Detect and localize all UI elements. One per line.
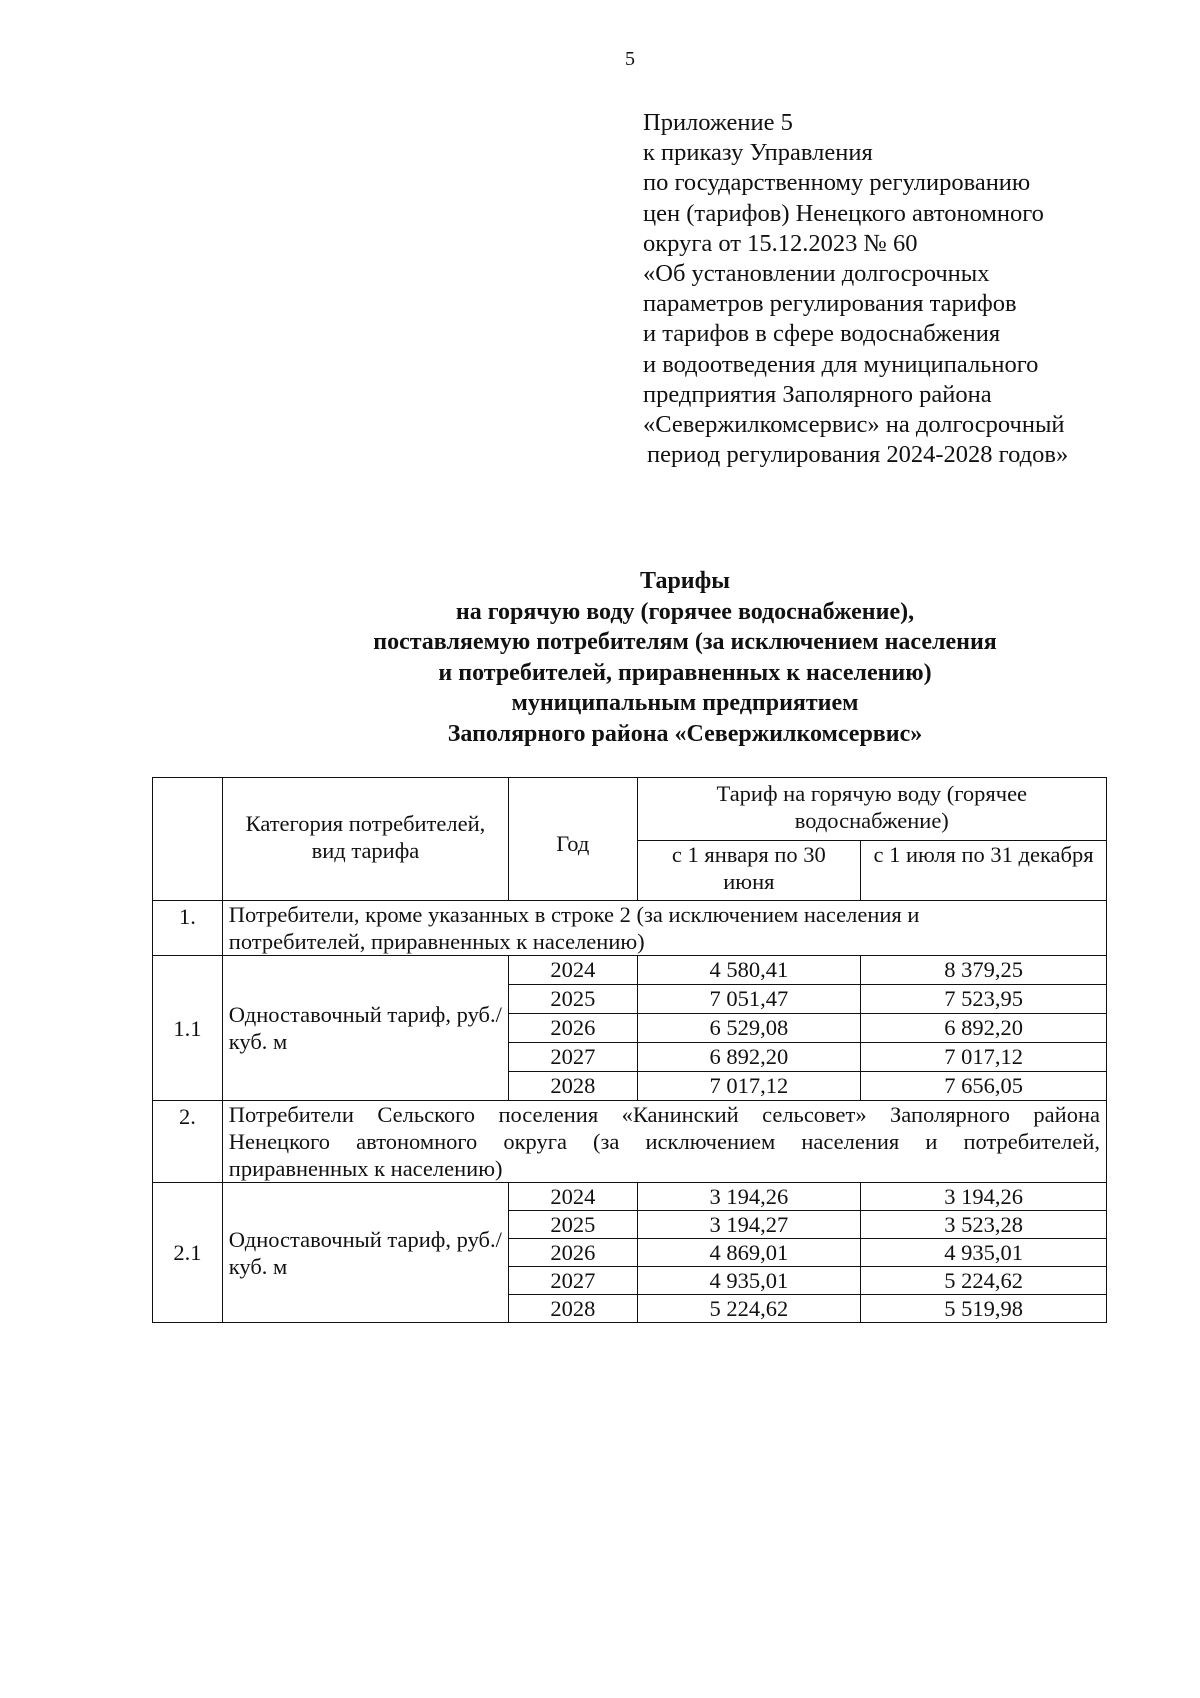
- year-cell: 2025: [509, 1211, 637, 1239]
- year-cell: 2027: [509, 1043, 637, 1072]
- section-number: 2.: [153, 1101, 223, 1183]
- tariff-value-h1: 4 935,01: [637, 1267, 861, 1295]
- tariff-type: Одноставочный тариф, руб./куб. м: [222, 1183, 508, 1323]
- tariff-value-h1: 7 017,12: [637, 1072, 861, 1101]
- header-year: Год: [509, 778, 637, 901]
- appendix-line: округа от 15.12.2023 № 60: [643, 229, 918, 257]
- year-cell: 2027: [509, 1267, 637, 1295]
- appendix-line: «Севержилкомсервис» на долгосрочный: [643, 411, 1065, 439]
- tariff-value-h1: 3 194,26: [637, 1183, 861, 1211]
- tariff-value-h1: 5 224,62: [637, 1295, 861, 1323]
- year-cell: 2024: [509, 956, 637, 985]
- table-row: [153, 1183, 1107, 1211]
- tariff-value-h1: 6 529,08: [637, 1014, 861, 1043]
- title-line: Заполярного района «Севержилкомсервис»: [447, 720, 923, 747]
- year-cell: 2026: [509, 1239, 637, 1267]
- tariff-value-h2: 6 892,20: [861, 1014, 1107, 1043]
- document-title: [150, 566, 1200, 749]
- tariff-value-h2: 5 224,62: [861, 1267, 1107, 1295]
- appendix-line: и тарифов в сфере водоснабжения: [643, 320, 1001, 348]
- year-cell: 2028: [509, 1295, 637, 1323]
- title-line: на горячую воду (горячее водоснабжение),: [455, 598, 915, 625]
- tariff-value-h2: 7 017,12: [861, 1043, 1107, 1072]
- year-cell: 2025: [509, 985, 637, 1014]
- appendix-line: по государственному регулированию: [643, 169, 1031, 197]
- header-num-cell: [153, 778, 223, 901]
- year-cell: 2026: [509, 1014, 637, 1043]
- tariff-value-h2: 7 656,05: [861, 1072, 1107, 1101]
- year-cell: 2024: [509, 1183, 637, 1211]
- appendix-line: и водоотведения для муниципального: [643, 350, 1039, 378]
- subsection-number: 2.1: [153, 1183, 223, 1323]
- section-row: [153, 1101, 1107, 1183]
- tariff-type: Одноставочный тариф, руб./куб. м: [222, 956, 508, 1101]
- tariff-value-h1: 4 580,41: [637, 956, 861, 985]
- tariff-value-h2: 8 379,25: [861, 956, 1107, 985]
- header-tariff: Тариф на горячую воду (горячее водоснабжение): [637, 778, 1106, 841]
- section-row: [153, 901, 1107, 956]
- year-cell: 2028: [509, 1072, 637, 1101]
- title-line: муниципальным предприятием: [511, 690, 859, 716]
- appendix-line: предприятия Заполярного района: [643, 380, 992, 408]
- appendix-line: к приказу Управления: [643, 139, 873, 167]
- subsection-number: 1.1: [153, 956, 223, 1101]
- tariff-value-h2: 5 519,98: [861, 1295, 1107, 1323]
- tariff-value-h1: 6 892,20: [637, 1043, 861, 1072]
- appendix-line: Приложение 5: [643, 109, 793, 136]
- tariff-value-h1: 3 194,27: [637, 1211, 861, 1239]
- appendix-line: цен (тарифов) Ненецкого автономного: [643, 199, 1044, 227]
- header-period-1: с 1 января по 30 июня: [637, 840, 861, 900]
- tariff-value-h2: 4 935,01: [861, 1239, 1107, 1267]
- tariff-value-h2: 3 194,26: [861, 1183, 1107, 1211]
- page-number: 5: [625, 48, 635, 70]
- table-row: [153, 956, 1107, 985]
- appendix-line: «Об установлении долгосрочных: [643, 260, 990, 288]
- header-period-2: с 1 июля по 31 декабря: [861, 840, 1107, 900]
- appendix-line: период регулирования 2024-2028 годов»: [647, 441, 1069, 469]
- section-number: 1.: [153, 901, 223, 956]
- tariff-value-h1: 4 869,01: [637, 1239, 861, 1267]
- tariff-value-h1: 7 051,47: [637, 985, 861, 1014]
- title-line: поставляемую потребителям (за исключением населения: [373, 629, 997, 655]
- tariff-value-h2: 3 523,28: [861, 1211, 1107, 1239]
- appendix-line: параметров регулирования тарифов: [643, 290, 1017, 318]
- tariff-table: [152, 777, 1107, 1323]
- section-title: Потребители Сельского поселения «Канинский сельсовет» Заполярного района Ненецкого автономного округа (за исключением населения и потребителей, приравненных к населению): [222, 1101, 1106, 1183]
- title-line: и потребителей, приравненных к населению): [438, 659, 932, 686]
- section-title: Потребители, кроме указанных в строке 2 (за исключением населения и потребителей, приравненных к населению): [222, 901, 1106, 956]
- tariff-value-h2: 7 523,95: [861, 985, 1107, 1014]
- title-line: Тарифы: [640, 568, 730, 594]
- table-header-row: [153, 778, 1107, 841]
- header-category: Категория потребителей, вид тарифа: [222, 778, 508, 901]
- appendix-reference: [643, 108, 1163, 470]
